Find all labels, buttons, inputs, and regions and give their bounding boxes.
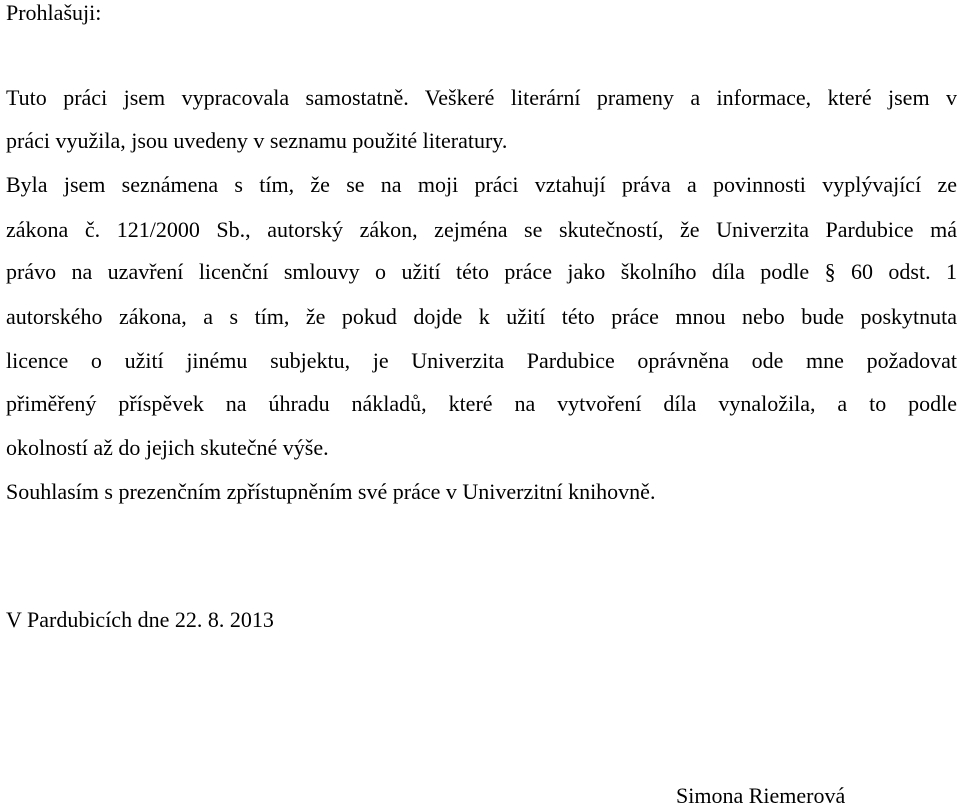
place-and-date: V Pardubicích dne 22. 8. 2013 <box>6 607 274 632</box>
author-signature-name: Simona Riemerová <box>676 783 846 808</box>
paragraph-2-line-3: právo na uzavření licenční smlouvy o užití této práce jako školního díla podle § 60 odst. 1 <box>6 259 957 284</box>
declaration-heading: Prohlašuji: <box>6 0 102 25</box>
paragraph-2-line-4: autorského zákona, a s tím, že pokud dojde k užití této práce mnou nebo bude poskytnuta <box>6 304 957 329</box>
paragraph-2-line-7: okolností až do jejich skutečné výše. <box>6 435 329 460</box>
paragraph-1-line-1: Tuto práci jsem vypracovala samostatně. Veškeré literární prameny a informace, které jsem v <box>6 85 957 110</box>
library-consent-paragraph: Souhlasím s prezenčním zpřístupněním své práce v Univerzitní knihovně. <box>6 479 656 504</box>
paragraph-2-line-6: přiměřený příspěvek na úhradu nákladů, které na vytvoření díla vynaložila, a to podle <box>6 391 957 416</box>
paragraph-2-line-2: zákona č. 121/2000 Sb., autorský zákon, zejména se skutečností, že Univerzita Pardubice má <box>6 217 957 242</box>
paragraph-1-line-2: práci využila, jsou uvedeny v seznamu použité literatury. <box>6 128 508 153</box>
paragraph-2-line-1: Byla jsem seznámena s tím, že se na moji práci vztahují práva a povinnosti vyplývající ze <box>6 172 957 197</box>
paragraph-2-line-5: licence o užití jinému subjektu, je Univerzita Pardubice oprávněna ode mne požadovat <box>6 348 957 373</box>
